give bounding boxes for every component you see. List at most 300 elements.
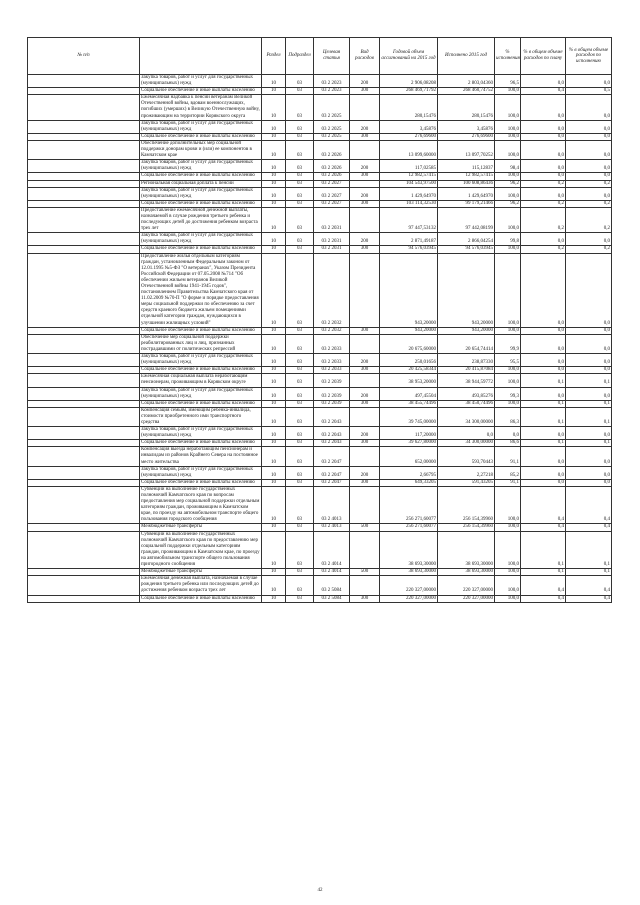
row-exec-cell: 238,87330 xyxy=(438,354,495,367)
row-pct-cell: 100,0 xyxy=(495,367,521,374)
row-target-cell: 03 2 2032 xyxy=(314,253,350,327)
row-name-cell: Межбюджетные трансферты xyxy=(140,569,262,576)
row-num-cell xyxy=(28,486,140,524)
row-target-cell: 03 2 4014 xyxy=(314,569,350,576)
row-type-cell xyxy=(350,447,380,466)
row-share-plan-cell: 0,4 xyxy=(521,524,566,531)
row-type-cell: 200 xyxy=(350,466,380,479)
row-target-cell: 03 2 2027 xyxy=(314,180,350,187)
row-num-cell xyxy=(28,140,140,159)
row-target-cell: 03 2 2033 xyxy=(314,334,350,353)
row-name-cell: Ежемесячная социальная выплата неработающим пенсионерам, проживающим в Корякском округе xyxy=(140,374,262,387)
row-name-cell: Ежемесячная денежная выплата, назначаемая в случае рождения третьего ребенка или последующих детей до достижения ребенком возраста трех лет xyxy=(140,576,262,595)
row-name-cell: Социальное обеспечение и иные выплаты населению xyxy=(140,173,262,180)
row-share-plan-cell: 0,0 xyxy=(521,334,566,353)
row-subsection-cell: 03 xyxy=(286,531,314,569)
row-exec-cell: 493,85276 xyxy=(438,387,495,400)
header-pct: % исполнения xyxy=(495,38,521,75)
row-section-cell: 10 xyxy=(262,160,286,173)
row-num-cell xyxy=(28,88,140,95)
row-plan-cell: 2 871,49187 xyxy=(380,233,438,246)
row-plan-cell: 276,69600 xyxy=(380,133,438,140)
row-share-plan-cell: 0,1 xyxy=(521,531,566,569)
row-subsection-cell: 03 xyxy=(286,187,314,200)
row-exec-cell: 0,0 xyxy=(438,427,495,440)
row-num-cell xyxy=(28,207,140,232)
row-target-cell: 03 2 2047 xyxy=(314,479,350,486)
row-share-plan-cell: 0,4 xyxy=(521,486,566,524)
row-plan-cell: 280,15476 xyxy=(380,95,438,120)
row-exec-cell: 220 327,00000 xyxy=(438,576,495,595)
row-share-exec-cell: 0,1 xyxy=(566,407,612,426)
table-row xyxy=(28,367,612,374)
row-subsection-cell: 03 xyxy=(286,367,314,374)
row-target-cell: 03 2 2031 xyxy=(314,207,350,232)
row-section-cell: 10 xyxy=(262,334,286,353)
row-share-exec-cell: 0,0 xyxy=(566,95,612,120)
row-type-cell: 300 xyxy=(350,88,380,95)
row-num-cell xyxy=(28,407,140,426)
row-section-cell: 10 xyxy=(262,187,286,200)
row-num-cell xyxy=(28,246,140,253)
row-share-exec-cell: 0,4 xyxy=(566,576,612,595)
row-pct-cell: 100,0 xyxy=(495,400,521,407)
row-pct-cell: 100,0 xyxy=(495,327,521,334)
row-name-cell: Социальное обеспечение и иные выплаты населению xyxy=(140,246,262,253)
row-exec-cell: 38 693,30000 xyxy=(438,569,495,576)
row-type-cell xyxy=(350,374,380,387)
row-num-cell xyxy=(28,95,140,120)
page-number: 42 xyxy=(317,888,323,893)
row-target-cell: 03 2 2031 xyxy=(314,246,350,253)
row-pct-cell: 100,0 xyxy=(495,207,521,232)
row-section-cell: 10 xyxy=(262,595,286,602)
row-subsection-cell: 03 xyxy=(286,160,314,173)
row-share-plan-cell: 0,0 xyxy=(521,479,566,486)
row-subsection-cell: 03 xyxy=(286,427,314,440)
row-pct-cell: 100,0 xyxy=(495,576,521,595)
row-plan-cell: 3,45876 xyxy=(380,120,438,133)
header-num: № п/п xyxy=(28,38,140,75)
row-plan-cell: 94 576,03945 xyxy=(380,246,438,253)
row-share-plan-cell: 0,1 xyxy=(521,400,566,407)
table-row xyxy=(28,95,612,120)
row-type-cell: 300 xyxy=(350,200,380,207)
row-share-exec-cell: 0,5 xyxy=(566,88,612,95)
row-type-cell: 300 xyxy=(350,173,380,180)
row-exec-cell: 2 803,04360 xyxy=(438,75,495,88)
row-type-cell: 200 xyxy=(350,75,380,88)
table-row xyxy=(28,427,612,440)
row-subsection-cell: 03 xyxy=(286,253,314,327)
row-share-exec-cell: 0,2 xyxy=(566,246,612,253)
row-exec-cell: 591,43205 xyxy=(438,479,495,486)
table-row xyxy=(28,120,612,133)
row-share-exec-cell: 0,0 xyxy=(566,187,612,200)
row-pct-cell: 100,0 xyxy=(495,374,521,387)
row-name-cell: Социальное обеспечение и иные выплаты населению xyxy=(140,400,262,407)
row-exec-cell: 2,27218 xyxy=(438,466,495,479)
row-subsection-cell: 03 xyxy=(286,524,314,531)
row-share-exec-cell: 0,2 xyxy=(566,207,612,232)
row-type-cell xyxy=(350,531,380,569)
row-type-cell: 200 xyxy=(350,354,380,367)
row-exec-cell: 943,20000 xyxy=(438,327,495,334)
row-name-cell: Социальное обеспечение и иные выплаты населению xyxy=(140,327,262,334)
row-section-cell: 10 xyxy=(262,88,286,95)
row-type-cell xyxy=(350,207,380,232)
row-share-exec-cell: 0,0 xyxy=(566,233,612,246)
row-type-cell: 300 xyxy=(350,595,380,602)
row-share-exec-cell: 0,0 xyxy=(566,253,612,327)
row-subsection-cell: 03 xyxy=(286,595,314,602)
table-row xyxy=(28,524,612,531)
row-share-plan-cell: 0,0 xyxy=(521,120,566,133)
row-name-cell: Социальное обеспечение и иные выплаты населению xyxy=(140,367,262,374)
row-num-cell xyxy=(28,440,140,447)
row-section-cell: 10 xyxy=(262,387,286,400)
row-share-plan-cell: 0,1 xyxy=(521,569,566,576)
table-row xyxy=(28,327,612,334)
row-subsection-cell: 03 xyxy=(286,447,314,466)
report-sheet xyxy=(27,37,611,603)
row-share-exec-cell: 0,0 xyxy=(566,466,612,479)
row-share-plan-cell: 0,4 xyxy=(521,576,566,595)
row-target-cell: 03 2 2043 xyxy=(314,427,350,440)
row-target-cell: 03 2 2033 xyxy=(314,367,350,374)
row-share-plan-cell: 0,2 xyxy=(521,180,566,187)
row-pct-cell: 99,9 xyxy=(495,334,521,353)
row-share-exec-cell: 0,0 xyxy=(566,447,612,466)
row-section-cell: 10 xyxy=(262,95,286,120)
row-subsection-cell: 03 xyxy=(286,374,314,387)
row-target-cell: 03 2 2043 xyxy=(314,440,350,447)
table-row xyxy=(28,173,612,180)
row-share-exec-cell: 0,1 xyxy=(566,400,612,407)
row-subsection-cell: 03 xyxy=(286,88,314,95)
row-pct-cell: 100,0 xyxy=(495,120,521,133)
row-name-cell: Межбюджетные трансферты xyxy=(140,524,262,531)
row-subsection-cell: 03 xyxy=(286,180,314,187)
row-pct-cell: 85,2 xyxy=(495,466,521,479)
row-share-exec-cell: 0,1 xyxy=(566,531,612,569)
row-name-cell: Субвенции на выполнение государственных полномочий Камчатского края по вопросам предоставления мер социальной поддержки отдельным категориям граждан, проживающим в Камчатском крае, по проезду на автомобильном транспорте общего пользования городского сообщения xyxy=(140,486,262,524)
row-name-cell: Закупка товаров, работ и услуг для государственных (муниципальных) нужд xyxy=(140,387,262,400)
row-plan-cell: 38 693,30000 xyxy=(380,531,438,569)
row-num-cell xyxy=(28,576,140,595)
row-plan-cell: 220 327,00000 xyxy=(380,595,438,602)
row-type-cell: 200 xyxy=(350,160,380,173)
row-pct-cell: 86,6 xyxy=(495,440,521,447)
table-row xyxy=(28,246,612,253)
row-num-cell xyxy=(28,180,140,187)
row-plan-cell: 20 675,60000 xyxy=(380,334,438,353)
row-subsection-cell: 03 xyxy=(286,173,314,180)
row-name-cell: Закупка товаров, работ и услуг для государственных (муниципальных) нужд xyxy=(140,427,262,440)
row-pct-cell: 100,0 xyxy=(495,531,521,569)
row-name-cell: Субвенции на выполнение государственных полномочий Камчатского края по предоставлению мер социальной поддержки отдельным категориям граждан, проживающим в Камчатском крае, по проезду на автомобильном транспорте общего пользования пригородного сообщения xyxy=(141,531,260,568)
row-exec-cell: 220 327,00000 xyxy=(438,595,495,602)
row-type-cell: 300 xyxy=(350,400,380,407)
row-plan-cell: 39 627,80000 xyxy=(380,440,438,447)
row-subsection-cell: 03 xyxy=(286,466,314,479)
row-plan-cell: 2,66795 xyxy=(380,466,438,479)
row-type-cell: 200 xyxy=(350,233,380,246)
row-share-exec-cell: 0,4 xyxy=(566,595,612,602)
row-pct-cell: 100,0 xyxy=(495,246,521,253)
row-share-exec-cell: 0,0 xyxy=(566,120,612,133)
row-pct-cell: 98,4 xyxy=(495,160,521,173)
row-target-cell: 03 2 4014 xyxy=(314,531,350,569)
row-share-exec-cell: 0,4 xyxy=(566,524,612,531)
row-name-cell: Закупка товаров, работ и услуг для государственных (муниципальных) нужд xyxy=(140,120,262,133)
row-num-cell xyxy=(28,595,140,602)
row-pct-cell: 95,5 xyxy=(495,354,521,367)
row-section-cell: 10 xyxy=(262,466,286,479)
row-section-cell: 10 xyxy=(262,354,286,367)
row-exec-cell: 256 154,39960 xyxy=(438,486,495,524)
row-target-cell: 03 2 2025 xyxy=(314,95,350,120)
table-row xyxy=(28,576,612,595)
row-target-cell: 03 2 2023 xyxy=(314,75,350,88)
row-pct-cell: 99,3 xyxy=(495,387,521,400)
row-share-plan-cell: 0,4 xyxy=(521,88,566,95)
row-subsection-cell: 03 xyxy=(286,246,314,253)
row-type-cell xyxy=(350,180,380,187)
row-target-cell: 03 2 2025 xyxy=(314,133,350,140)
header-share-plan: % в общем объеме расходов по плану xyxy=(521,38,566,75)
row-exec-cell: 593,70443 xyxy=(438,447,495,466)
header-exec: Исполнено 2015 год xyxy=(438,38,495,75)
row-name-cell: Ежемесячная надбавка к пенсии ветеранам Великой Отечественной войны, вдовам военнослужащих, погибших (умерших) в Великую Отечественную войну, проживающим на территории Корякского округа xyxy=(141,95,260,119)
row-pct-cell: 86,3 xyxy=(495,407,521,426)
row-subsection-cell: 03 xyxy=(286,207,314,232)
header-name xyxy=(140,38,262,75)
row-exec-cell: 943,20000 xyxy=(438,253,495,327)
row-share-plan-cell: 0,0 xyxy=(521,447,566,466)
row-pct-cell: 0,0 xyxy=(495,427,521,440)
table-row xyxy=(28,466,612,479)
row-type-cell xyxy=(350,334,380,353)
row-plan-cell: 1 429,64970 xyxy=(380,187,438,200)
row-num-cell xyxy=(28,233,140,246)
row-share-exec-cell: 0,1 xyxy=(566,440,612,447)
row-type-cell: 500 xyxy=(350,569,380,576)
row-section-cell: 10 xyxy=(262,140,286,159)
row-target-cell: 03 2 2027 xyxy=(314,187,350,200)
row-exec-cell: 34 300,00000 xyxy=(438,407,495,426)
row-share-exec-cell: 0,4 xyxy=(566,486,612,524)
row-target-cell: 03 2 5084 xyxy=(314,595,350,602)
row-type-cell: 300 xyxy=(350,133,380,140)
row-plan-cell: 256 271,60077 xyxy=(380,524,438,531)
row-share-exec-cell: 0,0 xyxy=(566,140,612,159)
row-subsection-cell: 03 xyxy=(286,233,314,246)
row-type-cell: 200 xyxy=(350,387,380,400)
row-type-cell xyxy=(350,486,380,524)
table-row xyxy=(28,233,612,246)
table-row xyxy=(28,207,612,232)
row-pct-cell: 96,2 xyxy=(495,180,521,187)
row-section-cell: 10 xyxy=(262,400,286,407)
row-share-exec-cell: 0,0 xyxy=(566,427,612,440)
row-num-cell xyxy=(28,447,140,466)
row-pct-cell: 91,1 xyxy=(495,447,521,466)
row-num-cell xyxy=(28,400,140,407)
row-name-cell: Социальное обеспечение и иные выплаты населению xyxy=(140,133,262,140)
row-plan-cell: 497,45504 xyxy=(380,387,438,400)
row-pct-cell: 100,0 xyxy=(495,524,521,531)
row-pct-cell: 100,0 xyxy=(495,569,521,576)
row-num-cell xyxy=(28,200,140,207)
row-share-plan-cell: 0,0 xyxy=(521,327,566,334)
row-num-cell xyxy=(28,479,140,486)
row-share-exec-cell: 0,0 xyxy=(566,367,612,374)
row-name-cell: Предоставление жилья отдельным категориям граждан, установленным Федеральным законом от 12.01.1995 №5-ФЗ "О ветеранах", Указом Президента Российской Федерации от 07.05.2008 №714 "Об обеспечении жильем ветеранов Великой Отечественной войны 1941-1945 годов", постановлением Правительства Камчатского края от 11.02.2009 №70-П "О форме и порядке предоставления меры социальной поддержки по обеспечению за счет средств краевого бюджета жильем помещениями отдельной категории граждан, нуждающихся в улучшении жилищных условий" xyxy=(140,253,262,327)
row-subsection-cell: 03 xyxy=(286,400,314,407)
row-section-cell: 10 xyxy=(262,246,286,253)
row-share-plan-cell: 0,0 xyxy=(521,75,566,88)
row-type-cell: 200 xyxy=(350,120,380,133)
row-section-cell: 10 xyxy=(262,447,286,466)
row-type-cell: 300 xyxy=(350,440,380,447)
row-share-plan-cell: 0,0 xyxy=(521,140,566,159)
row-name-cell: Социальное обеспечение и иные выплаты населению xyxy=(140,88,262,95)
row-section-cell: 10 xyxy=(262,75,286,88)
row-pct-cell: 100,0 xyxy=(495,173,521,180)
header-subsection: Подраздел xyxy=(286,38,314,75)
row-target-cell: 03 2 2026 xyxy=(314,160,350,173)
row-subsection-cell: 03 xyxy=(286,486,314,524)
row-target-cell: 03 2 2026 xyxy=(314,173,350,180)
row-subsection-cell: 03 xyxy=(286,576,314,595)
table-header-row xyxy=(28,38,612,75)
row-num-cell xyxy=(28,327,140,334)
row-pct-cell: 100,0 xyxy=(495,187,521,200)
row-num-cell xyxy=(28,120,140,133)
row-subsection-cell: 03 xyxy=(286,140,314,159)
row-num-cell xyxy=(28,531,140,569)
row-exec-cell: 94 576,03945 xyxy=(438,246,495,253)
row-subsection-cell: 03 xyxy=(286,407,314,426)
row-plan-cell: 38 455,74496 xyxy=(380,400,438,407)
row-subsection-cell: 03 xyxy=(286,354,314,367)
row-name-cell: Закупка товаров, работ и услуг для государственных (муниципальных) нужд xyxy=(140,233,262,246)
row-share-exec-cell: 0,0 xyxy=(566,160,612,173)
table-row xyxy=(28,140,612,159)
row-name-cell: Региональная социальная доплата к пенсии xyxy=(140,180,262,187)
row-name-cell: Социальное обеспечение и иные выплаты населению xyxy=(140,440,262,447)
row-name-cell: Закупка товаров, работ и услуг для государственных (муниципальных) нужд xyxy=(140,160,262,173)
row-plan-cell: 97 447,53132 xyxy=(380,207,438,232)
row-section-cell: 10 xyxy=(262,407,286,426)
row-subsection-cell: 03 xyxy=(286,440,314,447)
row-share-exec-cell: 0,2 xyxy=(566,200,612,207)
row-plan-cell: 256 271,60077 xyxy=(380,486,438,524)
row-subsection-cell: 03 xyxy=(286,569,314,576)
row-num-cell xyxy=(28,160,140,173)
row-type-cell: 300 xyxy=(350,479,380,486)
table-row xyxy=(28,400,612,407)
header-share-exec: % в общем объеме расходов по исполнению xyxy=(566,38,612,75)
row-exec-cell: 13 097,70252 xyxy=(438,140,495,159)
row-name-cell: Обеспечение дополнительных мер социальной поддержки донорам крови и (или) ее компонентов в Камчатском крае xyxy=(140,140,262,159)
row-plan-cell: 104 543,97500 xyxy=(380,180,438,187)
row-name-cell: Компенсация семьям, имеющим ребенка-инвалида, стоимости приобретенного ими транспортного средства xyxy=(140,407,262,426)
row-target-cell: 03 2 5084 xyxy=(314,576,350,595)
row-share-exec-cell: 0,2 xyxy=(566,180,612,187)
table-row xyxy=(28,486,612,524)
row-share-plan-cell: 0,0 xyxy=(521,466,566,479)
table-body xyxy=(28,75,612,603)
row-target-cell: 03 2 2023 xyxy=(314,88,350,95)
row-share-exec-cell: 0,0 xyxy=(566,354,612,367)
row-pct-cell: 96,5 xyxy=(495,75,521,88)
table-row xyxy=(28,160,612,173)
row-plan-cell: 117,20000 xyxy=(380,427,438,440)
row-share-exec-cell: 0,0 xyxy=(566,173,612,180)
row-plan-cell: 943,20000 xyxy=(380,327,438,334)
row-target-cell: 03 2 2033 xyxy=(314,354,350,367)
row-type-cell xyxy=(350,253,380,327)
row-num-cell xyxy=(28,133,140,140)
row-target-cell: 03 2 2027 xyxy=(314,200,350,207)
row-section-cell: 10 xyxy=(262,200,286,207)
row-share-plan-cell: 0,0 xyxy=(521,427,566,440)
row-share-plan-cell: 0,1 xyxy=(521,440,566,447)
table-row xyxy=(28,447,612,466)
row-target-cell: 03 2 2026 xyxy=(314,140,350,159)
header-target: Целевая статья xyxy=(314,38,350,75)
row-section-cell: 10 xyxy=(262,479,286,486)
table-row xyxy=(28,407,612,426)
row-exec-cell: 99 179,21466 xyxy=(438,200,495,207)
row-plan-cell: 13 099,60000 xyxy=(380,140,438,159)
table-row xyxy=(28,200,612,207)
row-exec-cell: 20 654,74414 xyxy=(438,334,495,353)
row-name-cell: Обеспечение мер социальной поддержки реабилитированных лиц и лиц, признанных пострадавшими от политических репрессий xyxy=(140,334,262,353)
row-subsection-cell: 03 xyxy=(286,327,314,334)
row-name-cell: Закупка товаров, работ и услуг для государственных (муниципальных) нужд xyxy=(140,187,262,200)
row-exec-cell: 2 866,04254 xyxy=(438,233,495,246)
row-section-cell: 10 xyxy=(262,207,286,232)
header-plan: Годовой объем ассигнований на 2015 год xyxy=(380,38,438,75)
table-row xyxy=(28,569,612,576)
row-section-cell: 10 xyxy=(262,367,286,374)
row-type-cell xyxy=(350,576,380,595)
row-share-plan-cell: 0,2 xyxy=(521,246,566,253)
row-pct-cell: 100,0 xyxy=(495,595,521,602)
budget-execution-table xyxy=(27,37,612,603)
row-num-cell xyxy=(28,466,140,479)
row-pct-cell: 100,0 xyxy=(495,486,521,524)
row-exec-cell: 38 944,59772 xyxy=(438,374,495,387)
row-share-plan-cell: 0,0 xyxy=(521,387,566,400)
row-exec-cell: 97 442,08199 xyxy=(438,207,495,232)
row-section-cell: 10 xyxy=(262,233,286,246)
row-pct-cell: 100,0 xyxy=(495,133,521,140)
row-exec-cell: 12 982,57415 xyxy=(438,173,495,180)
row-type-cell: 500 xyxy=(350,524,380,531)
row-share-exec-cell: 0,0 xyxy=(566,479,612,486)
row-share-plan-cell: 0,0 xyxy=(521,367,566,374)
row-num-cell xyxy=(28,367,140,374)
table-row xyxy=(28,374,612,387)
row-share-plan-cell: 0,1 xyxy=(521,407,566,426)
row-section-cell: 10 xyxy=(262,569,286,576)
row-name-cell: Компенсация выезда неработающим пенсионерам и инвалидам из районов Крайнего Севера на постоянное место жительства xyxy=(140,447,262,466)
row-exec-cell: 38 693,30000 xyxy=(438,531,495,569)
